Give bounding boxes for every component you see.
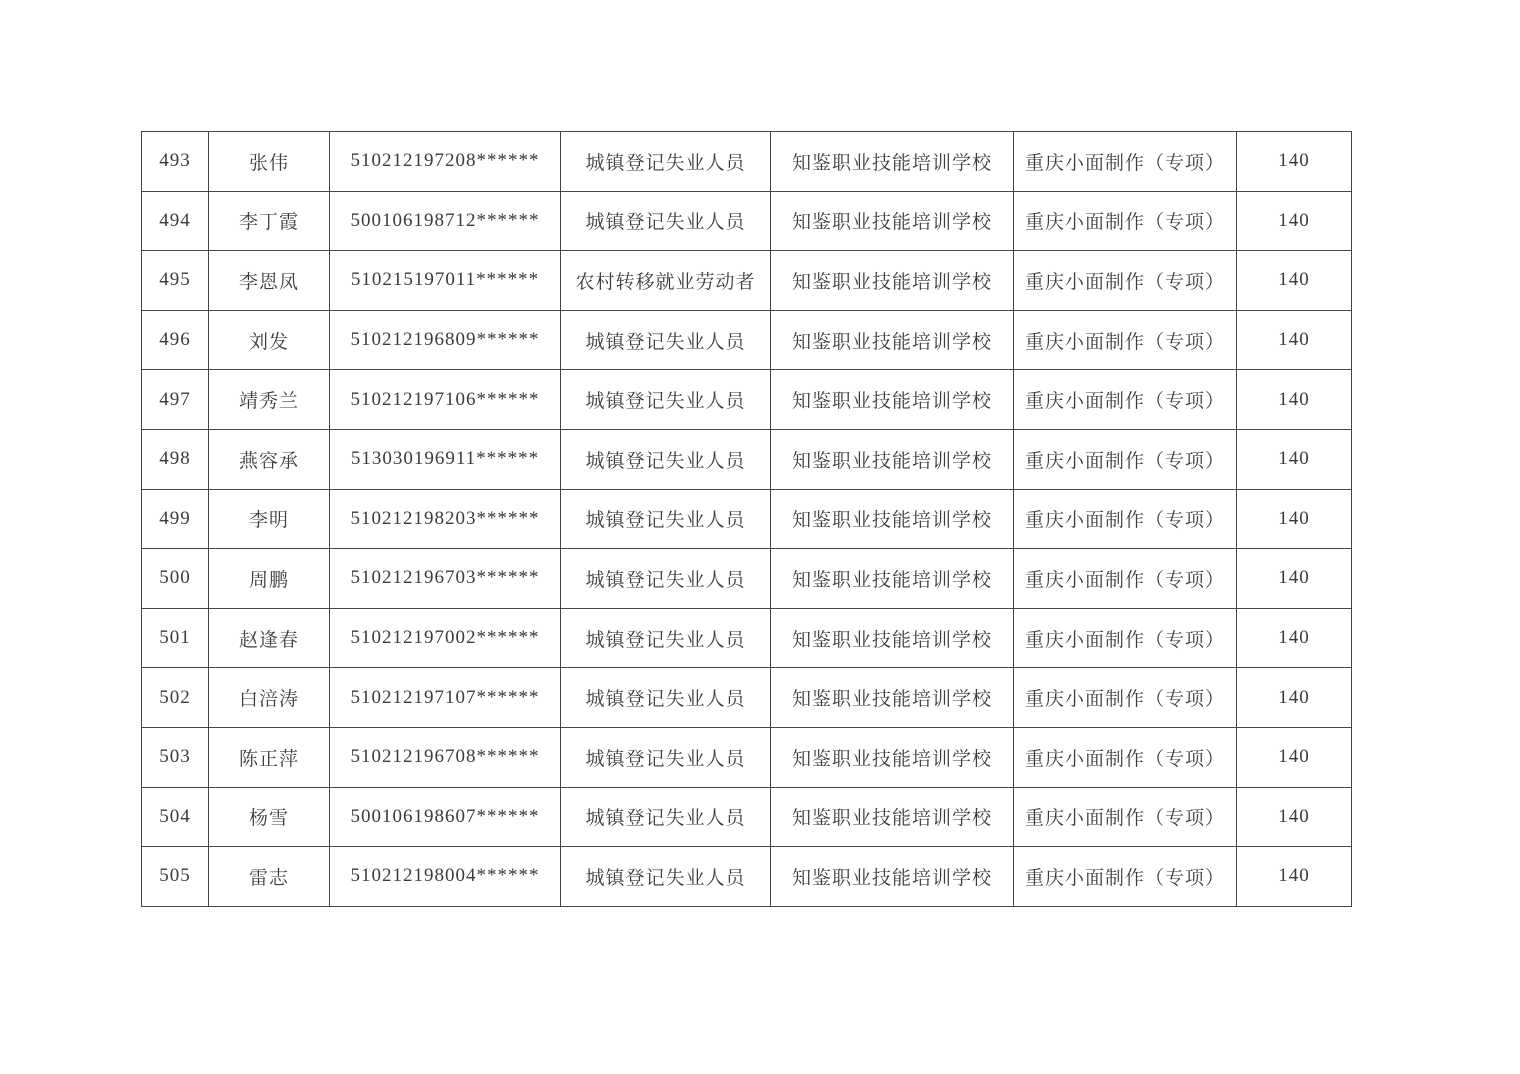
cell-training-course: 重庆小面制作（专项） bbox=[1014, 489, 1237, 549]
cell-training-school: 知鉴职业技能培训学校 bbox=[771, 668, 1014, 728]
cell-id-number: 510212196809****** bbox=[330, 310, 561, 370]
cell-id-number: 510212196703****** bbox=[330, 549, 561, 609]
cell-personnel-type: 城镇登记失业人员 bbox=[561, 549, 771, 609]
cell-serial-number: 498 bbox=[142, 429, 209, 489]
cell-training-school: 知鉴职业技能培训学校 bbox=[771, 787, 1014, 847]
cell-training-course: 重庆小面制作（专项） bbox=[1014, 549, 1237, 609]
table-row bbox=[142, 370, 1352, 430]
table-body bbox=[142, 132, 1352, 907]
table-row bbox=[142, 191, 1352, 251]
cell-trainee-name: 白涪涛 bbox=[209, 668, 330, 728]
cell-personnel-type: 城镇登记失业人员 bbox=[561, 668, 771, 728]
table-row bbox=[142, 489, 1352, 549]
cell-training-school: 知鉴职业技能培训学校 bbox=[771, 191, 1014, 251]
table-row bbox=[142, 310, 1352, 370]
cell-training-school: 知鉴职业技能培训学校 bbox=[771, 489, 1014, 549]
cell-trainee-name: 李明 bbox=[209, 489, 330, 549]
cell-training-course: 重庆小面制作（专项） bbox=[1014, 847, 1237, 907]
cell-subsidy-amount: 140 bbox=[1237, 310, 1352, 370]
cell-trainee-name: 燕容承 bbox=[209, 429, 330, 489]
cell-training-course: 重庆小面制作（专项） bbox=[1014, 727, 1237, 787]
cell-subsidy-amount: 140 bbox=[1237, 668, 1352, 728]
cell-personnel-type: 城镇登记失业人员 bbox=[561, 489, 771, 549]
table-row bbox=[142, 608, 1352, 668]
cell-id-number: 500106198712****** bbox=[330, 191, 561, 251]
cell-id-number: 510212197002****** bbox=[330, 608, 561, 668]
cell-training-school: 知鉴职业技能培训学校 bbox=[771, 132, 1014, 192]
table-row bbox=[142, 668, 1352, 728]
cell-id-number: 510212197107****** bbox=[330, 668, 561, 728]
cell-subsidy-amount: 140 bbox=[1237, 191, 1352, 251]
cell-subsidy-amount: 140 bbox=[1237, 608, 1352, 668]
cell-serial-number: 497 bbox=[142, 370, 209, 430]
table-row bbox=[142, 727, 1352, 787]
cell-serial-number: 500 bbox=[142, 549, 209, 609]
cell-id-number: 510212198004****** bbox=[330, 847, 561, 907]
cell-training-school: 知鉴职业技能培训学校 bbox=[771, 608, 1014, 668]
table-row bbox=[142, 847, 1352, 907]
cell-subsidy-amount: 140 bbox=[1237, 727, 1352, 787]
cell-personnel-type: 城镇登记失业人员 bbox=[561, 191, 771, 251]
cell-id-number: 510212198203****** bbox=[330, 489, 561, 549]
cell-serial-number: 496 bbox=[142, 310, 209, 370]
cell-serial-number: 494 bbox=[142, 191, 209, 251]
cell-trainee-name: 周鹏 bbox=[209, 549, 330, 609]
table-row bbox=[142, 132, 1352, 192]
cell-personnel-type: 城镇登记失业人员 bbox=[561, 608, 771, 668]
cell-personnel-type: 城镇登记失业人员 bbox=[561, 310, 771, 370]
table-row bbox=[142, 549, 1352, 609]
cell-training-course: 重庆小面制作（专项） bbox=[1014, 310, 1237, 370]
cell-trainee-name: 雷志 bbox=[209, 847, 330, 907]
cell-trainee-name: 张伟 bbox=[209, 132, 330, 192]
cell-personnel-type: 城镇登记失业人员 bbox=[561, 429, 771, 489]
cell-training-course: 重庆小面制作（专项） bbox=[1014, 787, 1237, 847]
cell-personnel-type: 城镇登记失业人员 bbox=[561, 787, 771, 847]
cell-subsidy-amount: 140 bbox=[1237, 370, 1352, 430]
cell-id-number: 510212197208****** bbox=[330, 132, 561, 192]
cell-id-number: 510215197011****** bbox=[330, 251, 561, 311]
cell-serial-number: 495 bbox=[142, 251, 209, 311]
cell-personnel-type: 城镇登记失业人员 bbox=[561, 370, 771, 430]
cell-serial-number: 499 bbox=[142, 489, 209, 549]
cell-training-school: 知鉴职业技能培训学校 bbox=[771, 429, 1014, 489]
cell-training-course: 重庆小面制作（专项） bbox=[1014, 429, 1237, 489]
cell-id-number: 500106198607****** bbox=[330, 787, 561, 847]
cell-subsidy-amount: 140 bbox=[1237, 251, 1352, 311]
cell-serial-number: 505 bbox=[142, 847, 209, 907]
cell-subsidy-amount: 140 bbox=[1237, 429, 1352, 489]
cell-training-school: 知鉴职业技能培训学校 bbox=[771, 727, 1014, 787]
cell-training-school: 知鉴职业技能培训学校 bbox=[771, 549, 1014, 609]
cell-serial-number: 502 bbox=[142, 668, 209, 728]
cell-subsidy-amount: 140 bbox=[1237, 847, 1352, 907]
cell-personnel-type: 农村转移就业劳动者 bbox=[561, 251, 771, 311]
cell-training-school: 知鉴职业技能培训学校 bbox=[771, 847, 1014, 907]
cell-training-school: 知鉴职业技能培训学校 bbox=[771, 251, 1014, 311]
cell-training-course: 重庆小面制作（专项） bbox=[1014, 668, 1237, 728]
cell-trainee-name: 陈正萍 bbox=[209, 727, 330, 787]
cell-trainee-name: 李恩凤 bbox=[209, 251, 330, 311]
cell-serial-number: 493 bbox=[142, 132, 209, 192]
cell-training-course: 重庆小面制作（专项） bbox=[1014, 370, 1237, 430]
cell-id-number: 513030196911****** bbox=[330, 429, 561, 489]
cell-serial-number: 503 bbox=[142, 727, 209, 787]
table-row bbox=[142, 787, 1352, 847]
cell-id-number: 510212196708****** bbox=[330, 727, 561, 787]
table-row bbox=[142, 429, 1352, 489]
training-subsidy-table bbox=[141, 131, 1352, 907]
cell-subsidy-amount: 140 bbox=[1237, 787, 1352, 847]
cell-subsidy-amount: 140 bbox=[1237, 549, 1352, 609]
cell-personnel-type: 城镇登记失业人员 bbox=[561, 727, 771, 787]
cell-trainee-name: 刘发 bbox=[209, 310, 330, 370]
cell-trainee-name: 杨雪 bbox=[209, 787, 330, 847]
cell-training-course: 重庆小面制作（专项） bbox=[1014, 251, 1237, 311]
cell-subsidy-amount: 140 bbox=[1237, 132, 1352, 192]
cell-subsidy-amount: 140 bbox=[1237, 489, 1352, 549]
cell-personnel-type: 城镇登记失业人员 bbox=[561, 132, 771, 192]
table-row bbox=[142, 251, 1352, 311]
cell-id-number: 510212197106****** bbox=[330, 370, 561, 430]
cell-training-school: 知鉴职业技能培训学校 bbox=[771, 370, 1014, 430]
cell-serial-number: 501 bbox=[142, 608, 209, 668]
cell-training-course: 重庆小面制作（专项） bbox=[1014, 132, 1237, 192]
cell-trainee-name: 靖秀兰 bbox=[209, 370, 330, 430]
cell-personnel-type: 城镇登记失业人员 bbox=[561, 847, 771, 907]
cell-serial-number: 504 bbox=[142, 787, 209, 847]
cell-trainee-name: 李丁霞 bbox=[209, 191, 330, 251]
cell-training-course: 重庆小面制作（专项） bbox=[1014, 608, 1237, 668]
cell-training-course: 重庆小面制作（专项） bbox=[1014, 191, 1237, 251]
cell-training-school: 知鉴职业技能培训学校 bbox=[771, 310, 1014, 370]
cell-trainee-name: 赵逢春 bbox=[209, 608, 330, 668]
